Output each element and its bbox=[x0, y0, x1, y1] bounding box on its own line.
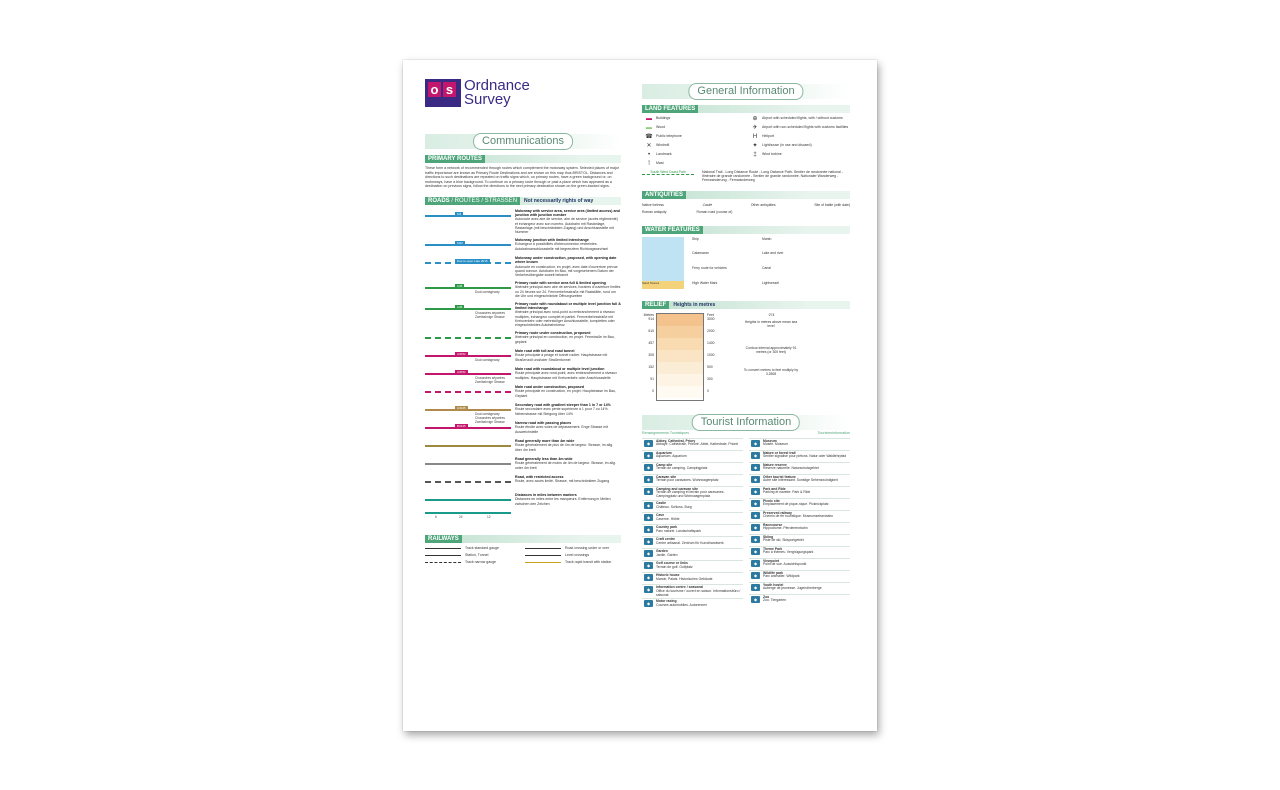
road-symbol bbox=[425, 331, 515, 345]
tourist-symbol-icon: ◆ bbox=[644, 514, 653, 521]
road-description: Motorway with service area, service area (limited access) and junction with junction number Autoroute avec aire de service, aire de service (accès réglementé) et échangeur avec son numéro. Autobahn mit Rastanlage, Rastanlage (mit beschränktem Zugang) und Anschlussstelle mit Nummer bbox=[515, 208, 620, 234]
primary-routes-section bbox=[425, 155, 621, 163]
relief-feet-tick: 300 bbox=[707, 376, 713, 381]
road-symbol bbox=[425, 349, 515, 363]
water-sample bbox=[642, 237, 684, 289]
road-description: Road generally less than 4m wide Route généralement de moins de 4m de largeur. Strasse, im allg. unter 4m breit bbox=[515, 457, 616, 470]
tourist-symbol-icon: ◆ bbox=[644, 502, 653, 509]
road-key-row bbox=[425, 493, 621, 507]
land-item: ⊕ Airport with scheduled flights, with / without customs bbox=[752, 116, 843, 122]
antiquity-item: Roman antiquity bbox=[642, 209, 667, 214]
tourist-item: ◆ Nature reserve Réserve naturelle. Naturschutzgebiet bbox=[749, 462, 850, 474]
road-side-label: Chaussées séparées Zweibahnige Strasse bbox=[475, 311, 505, 320]
road-number-label: A3052 bbox=[457, 352, 466, 357]
tourist-symbol-icon: ◆ bbox=[751, 440, 760, 447]
rail-item: Track standard gauge bbox=[425, 546, 521, 550]
tourist-symbol-icon: ◆ bbox=[751, 464, 760, 471]
antiquities-row2 bbox=[642, 210, 850, 214]
relief-key bbox=[642, 313, 850, 401]
road-description: Narrow road with passing places Route étroite avec voies de dépassement. Enge Strasse mit Ausweichstelle bbox=[515, 421, 608, 434]
road-description: Distances in miles between markers Distances en miles entre les marqueurs. Entfernung in Meilen zwischen den Zeichen bbox=[515, 493, 611, 506]
tourist-symbol-icon: ◆ bbox=[751, 524, 760, 531]
tourist-item: ◆ Museum Musée. Museum bbox=[749, 438, 850, 450]
relief-feet-tick: 1400 bbox=[707, 340, 715, 345]
relief-feet-tick: 0 bbox=[707, 388, 709, 393]
road-description: Primary route with roundabout or multiple level junction full & limited interchange Itinéraire principal avec rond-point ou embranchement à niveaux multiples, échangeur complet et partiel. Fernverkehrsstraße mit Kreisverkehr oder mehrstufiger Anschlussstelle, komplettes oder eingeschränktes Autobahnkreuz bbox=[515, 302, 621, 328]
relief-metre-tick: 305 bbox=[648, 352, 654, 357]
antiquities-section bbox=[642, 191, 850, 199]
tourist-left-sub: Renseignements Touristiques bbox=[642, 430, 690, 435]
road-description: Primary route under construction, proposed Itinéraire principal en construction, en projet. Fernstraße im Bau, geplant bbox=[515, 331, 615, 344]
tourist-item: ◆ Abbey, Cathedral, Priory Abbaye, Cathédrale, Prieuré. Abtei, Kathedrale, Priorei bbox=[642, 438, 743, 450]
water-item: Lightvessel bbox=[762, 280, 779, 285]
land-item: ⊺ Mast bbox=[647, 161, 664, 167]
tourist-item: ◆ Caravan site Terrain pour caravanes. Wohnwagenplatz bbox=[642, 474, 743, 486]
tourist-symbol-icon: ◆ bbox=[644, 538, 653, 545]
relief-feet-tick: 500 bbox=[707, 364, 713, 369]
general-title: General Information bbox=[688, 83, 803, 100]
relief-band bbox=[657, 386, 703, 398]
road-key-row bbox=[425, 281, 621, 298]
tourist-symbol-icon: ◆ bbox=[751, 512, 760, 519]
tourist-right-sub: Touristeninformation bbox=[817, 430, 850, 435]
tourist-symbol-icon: ◆ bbox=[751, 500, 760, 507]
tourist-symbol-icon: ◆ bbox=[751, 476, 760, 483]
tourist-symbol-icon: ◆ bbox=[751, 596, 760, 603]
road-number-label: A3052 bbox=[457, 370, 466, 375]
tourist-item: ◆ Golf course or links Terrain de golf. Golfplatz bbox=[642, 560, 743, 572]
rail-item: Track rapid transit with station bbox=[525, 560, 621, 564]
road-symbol bbox=[425, 421, 515, 435]
road-key-row bbox=[425, 302, 621, 327]
water-item: High Water Mark bbox=[692, 280, 718, 285]
road-key-row bbox=[425, 457, 621, 471]
land-features-heading: LAND FEATURES bbox=[642, 105, 698, 113]
antiquity-item: Native fortress bbox=[642, 202, 664, 207]
road-description: Motorway under construction, proposed, with opening date where known Autoroute en construction, en projet, avec date d'ouverture prévue quand connue. Autobahn im Bau, mit vorgesehenem Datum der Verkehrsübergabe soweit bekannt bbox=[515, 256, 618, 277]
roads-section bbox=[425, 197, 621, 205]
tourist-item: ◆ Skiing Piste de ski. Skisportgebiet bbox=[749, 534, 850, 546]
tourist-symbol-icon: ◆ bbox=[644, 600, 653, 607]
road-key-row bbox=[425, 367, 621, 385]
tourist-symbol-icon: ◆ bbox=[644, 574, 653, 581]
relief-metre-tick: 0 bbox=[652, 388, 654, 393]
road-key-row bbox=[425, 475, 621, 489]
antiquity-item: Roman road (course of) bbox=[696, 209, 733, 214]
relief-metre-tick: 457 bbox=[648, 340, 654, 345]
water-features bbox=[642, 237, 850, 289]
road-side-label: Dual carriageway bbox=[475, 290, 500, 295]
tourist-symbol-icon: ◆ bbox=[751, 536, 760, 543]
tourist-symbol-icon: ◆ bbox=[644, 452, 653, 459]
tourist-symbol-icon: ◆ bbox=[644, 550, 653, 557]
logo-line1: Ordnance bbox=[464, 77, 530, 94]
road-key-row bbox=[425, 349, 621, 363]
road-symbol bbox=[425, 256, 515, 270]
tourist-symbol-icon: ◆ bbox=[644, 586, 653, 593]
castle-label: Castle bbox=[702, 202, 713, 207]
tourist-item: ◆ Youth hostel Auberge de jeunesse. Jugendherberge bbox=[749, 582, 850, 594]
land-features-grid bbox=[642, 116, 850, 167]
tourist-subs bbox=[642, 431, 850, 435]
relief-band bbox=[657, 374, 703, 386]
relief-heading: RELIEF bbox=[642, 301, 669, 309]
national-trail: South West Coast Path National Trail - Long Distance Route - Long Distance Path. Sentier de randonnée national - Itinéraire de grande randonnée - Sentier de grande randonnée. Nationaler Wanderweg - Fernwanderung - Fernwanderweg bbox=[642, 170, 850, 183]
road-key-row bbox=[425, 439, 621, 453]
primary-routes-heading: PRIMARY ROUTES bbox=[425, 155, 485, 163]
road-side-label: Dual carriageway Chaussées séparées Zweibahnige Strasse bbox=[475, 412, 505, 425]
road-key-row bbox=[425, 238, 621, 252]
road-side-label: Chaussées séparées Zweibahnige Strasse bbox=[475, 376, 505, 385]
relief-band bbox=[657, 350, 703, 362]
tourist-symbol-icon: ◆ bbox=[751, 488, 760, 495]
tourist-item: ◆ Aquarium Aquarium. Aquarium bbox=[642, 450, 743, 462]
tourist-symbol-icon: ◆ bbox=[644, 440, 653, 447]
os-logo bbox=[425, 78, 530, 108]
rail-item: Road crossing under or over bbox=[525, 546, 621, 550]
relief-bar bbox=[656, 313, 704, 401]
tourist-symbol-icon: ◆ bbox=[751, 452, 760, 459]
tourist-item: ◆ Camp site Terrain de camping. Campingplatz bbox=[642, 462, 743, 474]
water-item: Ferry route for vehicles bbox=[692, 266, 727, 271]
water-section bbox=[642, 226, 850, 234]
general-banner bbox=[642, 84, 850, 99]
logo-line2: Survey bbox=[464, 91, 511, 108]
relief-band bbox=[657, 338, 703, 350]
water-heading: WATER FEATURES bbox=[642, 226, 703, 234]
road-description: Motorway junction with limited interchange Echangeur à possibilités d'interconnexion restreintes. Autobahnanschlussstelle mit begrenztem Richtungswechsel bbox=[515, 238, 608, 251]
tourist-symbol-icon: ◆ bbox=[751, 560, 760, 567]
road-description: Main road with roundabout or multiple level junction Route principale avec rond-point, avec embranchement à niveaux multiples. Hauptstrasse mit Kreisverkehr oder Anschlussstelle bbox=[515, 367, 617, 380]
tourist-item: ◆ Country park Parc naturel. Landschaftspark bbox=[642, 524, 743, 536]
railways-heading: RAILWAYS bbox=[425, 535, 462, 543]
land-item: ‡ Wind turbine bbox=[753, 152, 782, 158]
tourist-symbol-icon: ◆ bbox=[644, 476, 653, 483]
road-number-label: Due to open Late 2015 bbox=[457, 259, 488, 264]
sand-area: Sand Stones bbox=[642, 281, 684, 289]
water-item: Catamaran bbox=[692, 251, 709, 256]
road-key-row bbox=[425, 331, 621, 345]
land-item: H Heliport bbox=[752, 134, 775, 140]
tourist-item: ◆ Motor racing Courses automobiles. Autorennen bbox=[642, 598, 743, 610]
tourist-item: ◆ Theme Park Parc à thèmes. Vergnügungspark bbox=[749, 546, 850, 558]
tourist-item: ◆ Other tourist feature Autre site intéressant. Sonstige Sehenswürdigkeit bbox=[749, 474, 850, 486]
relief-band bbox=[657, 314, 703, 326]
tourist-item: ◆ Viewpoint Point de vue. Aussichtspunkt bbox=[749, 558, 850, 570]
communications-title: Communications bbox=[473, 133, 573, 150]
railways-grid bbox=[425, 546, 621, 564]
tourist-symbol-icon: ◆ bbox=[644, 464, 653, 471]
road-number-label: A38 bbox=[457, 284, 463, 289]
rail-item: Track narrow gauge bbox=[425, 560, 521, 564]
land-item: ✕ Windmill bbox=[646, 143, 670, 149]
land-item: • Landmark bbox=[647, 152, 672, 158]
relief-feet: Feet 3000 2000 1400 1000 500 300 0 bbox=[707, 313, 719, 401]
tourist-item: ◆ Preserved railway Chemin de fer touristique. Museumseisenbahn bbox=[749, 510, 850, 522]
legend-sheet bbox=[403, 60, 877, 731]
roads-heading: ROADS / ROUTES / STRASSEN bbox=[425, 197, 520, 205]
road-symbol bbox=[425, 403, 515, 425]
tourist-item: ◆ Racecourse Hippodrome. Pferderennbahn bbox=[749, 522, 850, 534]
communications-banner bbox=[425, 134, 621, 149]
tourist-item: ◆ Park and Ride Parking et navette. Park & Ride bbox=[749, 486, 850, 498]
road-symbol bbox=[425, 281, 515, 295]
tourist-grid bbox=[642, 438, 850, 611]
road-description: Road, with restricted access Route, avec accès limité. Strasse, mit beschränktem Zugang bbox=[515, 475, 610, 484]
road-number-label: B3245 bbox=[457, 424, 466, 429]
road-number-label: M4 bbox=[457, 211, 462, 216]
tourist-item: ◆ Cave Caverne. Höhle bbox=[642, 512, 743, 524]
railways-section bbox=[425, 535, 621, 543]
tourist-item: ◆ Nature or forest trail Sentier signalisé pour piétons. Natur oder Waldlehrpfad bbox=[749, 450, 850, 462]
antiquity-item: Other antiquities bbox=[750, 202, 776, 207]
relief-metre-tick: 152 bbox=[648, 364, 654, 369]
relief-metres: Metres 914 610 457 305 152 91 0 bbox=[642, 313, 654, 401]
road-symbol bbox=[425, 439, 515, 453]
water-item: Ship bbox=[692, 236, 699, 241]
primary-routes-text: These form a network of recommended through routes which complement the motorway system. Selected places of major traffic importance are known as Primary Route Destinations and are shown on this map thus BRISTOL. Distances and directions to such destinations are repeated on traffic signs which, on primary routes, have a green background or, on motorways, have a blue background. To continue on a primary route through or past a place which has appeared as a destination on previous signs, follow the directions to the next primary destination shown on the green-backed signs. bbox=[425, 166, 619, 189]
water-item: Lake and river bbox=[762, 251, 784, 256]
os-logo-mark: o s bbox=[425, 79, 461, 107]
tourist-item: ◆ Garden Jardin. Garten bbox=[642, 548, 743, 560]
land-item: ▬ Wood bbox=[646, 125, 666, 131]
road-symbol bbox=[425, 385, 515, 399]
tourist-item: ◆ Camping and caravan site Terrain de camping et terrain pour caravanes. Campingplatz und Wohnwagenplatz bbox=[642, 486, 743, 500]
road-symbol bbox=[425, 302, 515, 320]
road-symbol bbox=[425, 367, 515, 385]
tourist-item: ◆ Information centre / seasonal Office du tourisme / ouvert en saison. Informationsbüro / saisonal bbox=[642, 584, 743, 598]
road-symbol bbox=[425, 209, 515, 223]
road-symbol bbox=[425, 238, 515, 252]
road-key-row bbox=[425, 209, 621, 234]
antiquities-heading: ANTIQUITIES bbox=[642, 191, 686, 199]
road-side-label: Dual carriageway bbox=[475, 358, 500, 363]
tourist-item: ◆ Castle Château. Schloss, Burg bbox=[642, 500, 743, 512]
tourist-title: Tourist Information bbox=[692, 414, 800, 431]
road-description: Road generally more than 4m wide Route généralement de plus de 4m de largeur. Strasse, im allg. über 4m breit bbox=[515, 439, 614, 452]
relief-section bbox=[642, 301, 850, 309]
antiquity-item: Site of battle (with date) bbox=[814, 202, 850, 207]
tourist-symbol-icon: ◆ bbox=[751, 548, 760, 555]
road-description: Main road under construction, proposed Route principale en construction, en projet. Hauptstrasse im Bau, Geplant bbox=[515, 385, 616, 398]
land-features-section bbox=[642, 105, 850, 113]
antiquities-row bbox=[642, 203, 850, 207]
tourist-item: ◆ Craft centre Centre artisanal. Zentrum für Kunsthandwerk bbox=[642, 536, 743, 548]
rail-item: Level crossings bbox=[525, 553, 621, 557]
relief-feet-tick: 2000 bbox=[707, 328, 715, 333]
relief-band bbox=[657, 362, 703, 374]
road-symbol bbox=[425, 493, 515, 507]
tourist-item: ◆ Historic house Manoir, Palais. Historisches Gebäude bbox=[642, 572, 743, 584]
road-key-row bbox=[425, 403, 621, 425]
road-description: Main road with toll and road tunnel Route principale à péage et tunnel routier. Hauptstrasse mit Straßenzoll und/oder Straßentunnel bbox=[515, 349, 608, 362]
tourist-symbol-icon: ◆ bbox=[751, 584, 760, 591]
road-symbol bbox=[425, 475, 515, 489]
tourist-item: ◆ Zoo Zoo. Tiergarten bbox=[749, 594, 850, 606]
land-item: ✈ Airport with non-scheduled flights with customs facilities bbox=[752, 125, 849, 131]
relief-feet-tick: 3000 bbox=[707, 316, 715, 321]
tourist-symbol-icon: ◆ bbox=[644, 562, 653, 569]
roads-list bbox=[425, 209, 621, 507]
distance-markers: 6 24 12 bbox=[425, 509, 621, 523]
land-item: ✦ Lighthouse (in use and disused) bbox=[752, 143, 812, 149]
road-key-row bbox=[425, 421, 621, 435]
road-description: Secondary road with gradient steeper than 1 in 7 or 14% Route secondaire avec pente supérieure à 1 pour 7 ou 14%. Nebenstrasse mit Steigung über 14% bbox=[515, 403, 611, 416]
tourist-symbol-icon: ◆ bbox=[644, 488, 653, 495]
relief-band bbox=[657, 326, 703, 338]
water-item: Marsh bbox=[762, 236, 772, 241]
land-item: ☎ Public telephone bbox=[645, 134, 682, 140]
tourist-symbol-icon: ◆ bbox=[751, 572, 760, 579]
relief-sub: Heights in metres bbox=[673, 301, 716, 308]
tourist-item: ◆ Picnic site Emplacement de pique-nique. Picknickplatz bbox=[749, 498, 850, 510]
relief-feet-tick: 1000 bbox=[707, 352, 715, 357]
relief-metre-tick: 610 bbox=[648, 328, 654, 333]
tourist-banner bbox=[642, 415, 850, 430]
relief-metre-tick: 914 bbox=[648, 316, 654, 321]
tourist-symbol-icon: ◆ bbox=[644, 526, 653, 533]
roads-note: Not necessarily rights of way bbox=[524, 197, 594, 204]
road-key-row bbox=[425, 256, 621, 277]
land-item: ▬ Buildings bbox=[646, 116, 671, 122]
road-number-label: M42 bbox=[457, 241, 463, 246]
relief-notes: ·274 Heights in metres above mean sea level Contour interval approximately 91 metres (or 300 feet) To convert metres to feet multiply by 3.2808 bbox=[743, 312, 799, 376]
road-description: Primary route with service area full & limited opening Itinéraire principal avec aire de services, horaires d'ouverture limités ou 24 heures sur 24. Fernverkehrsstraße mit Raststätte, rund um die Uhr und eingeschränkte Öffnungszeiten bbox=[515, 281, 621, 298]
road-key-row bbox=[425, 385, 621, 399]
relief-metre-tick: 91 bbox=[650, 376, 654, 381]
water-item: Canal bbox=[762, 266, 771, 271]
road-number-label: A38 bbox=[457, 305, 463, 310]
road-number-label: A3245 bbox=[457, 406, 466, 411]
rail-item: Station, Tunnel bbox=[425, 553, 521, 557]
road-symbol bbox=[425, 457, 515, 471]
tourist-item: ◆ Wildlife park Parc animalier. Wildpark bbox=[749, 570, 850, 582]
